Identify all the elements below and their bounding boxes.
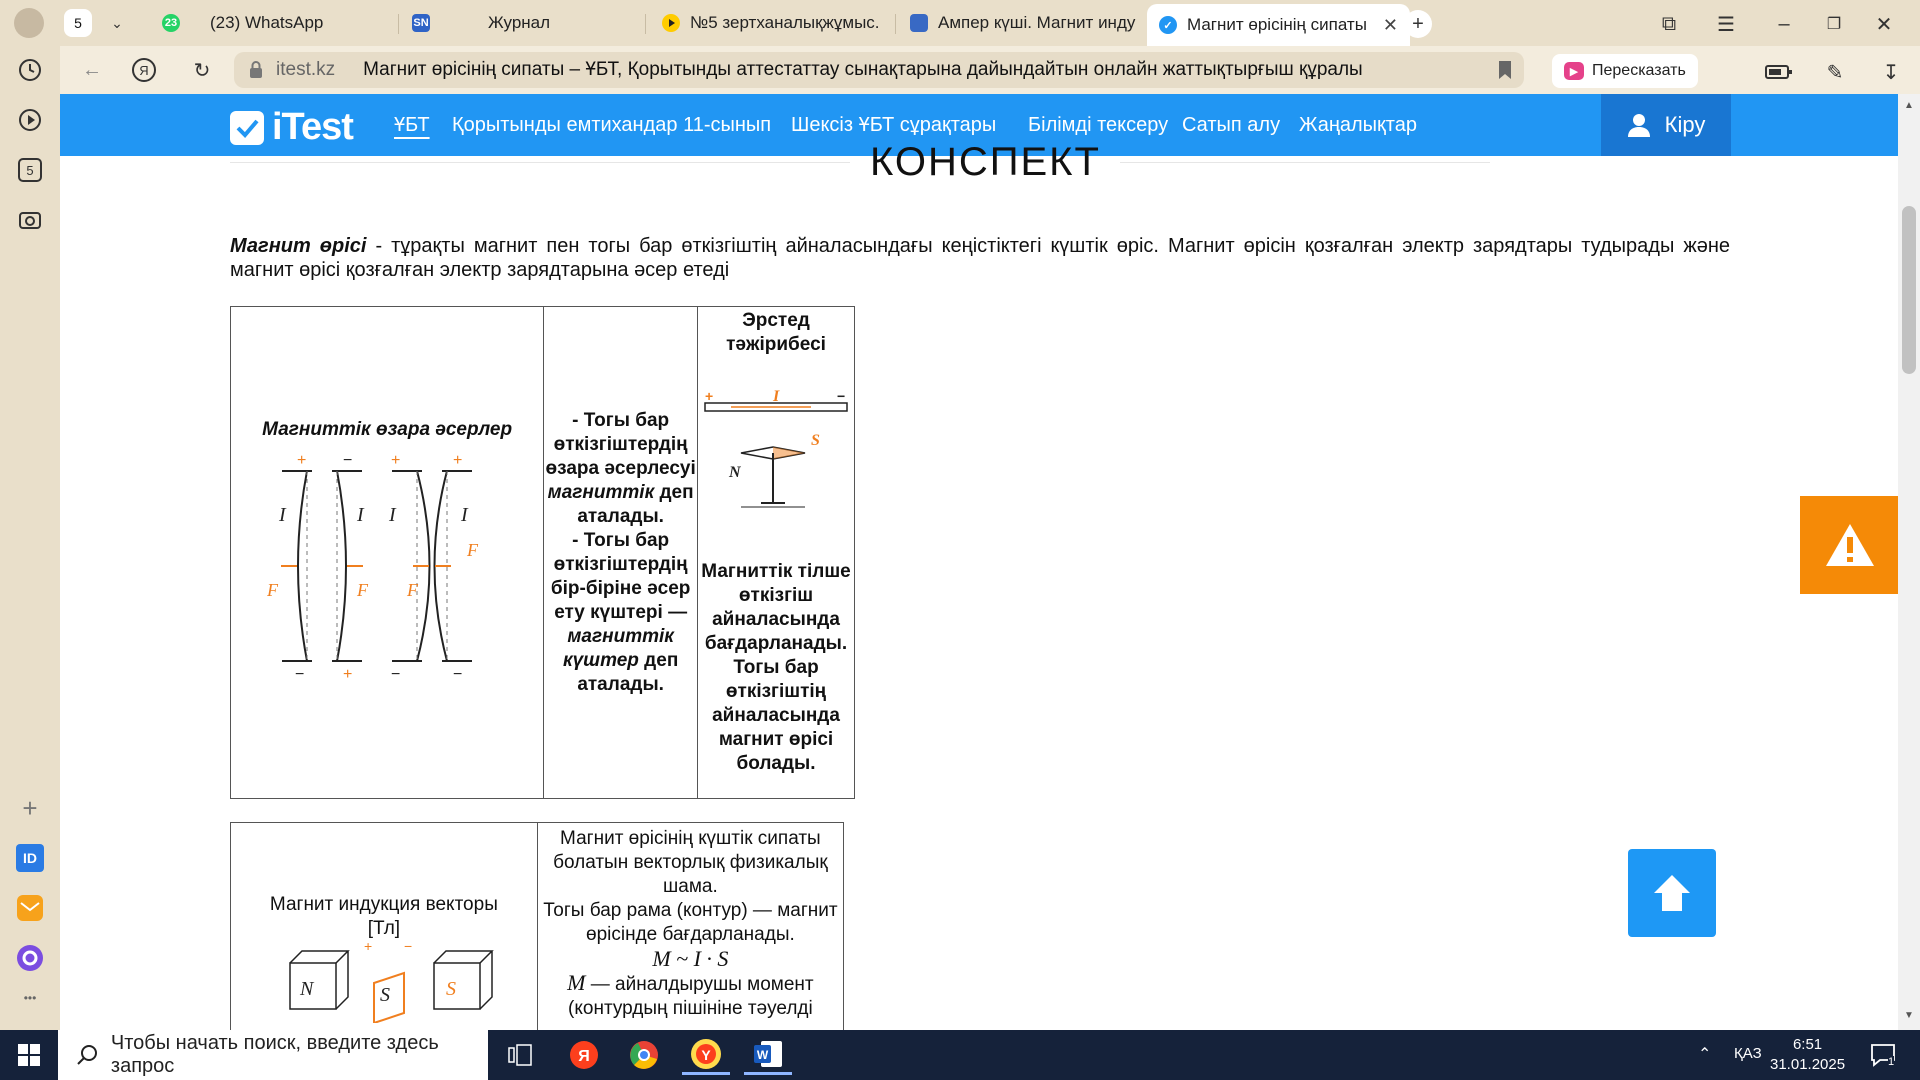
plus-sign: + [297,452,307,469]
force-label: F [467,540,479,560]
magnet-frame-diagram [254,943,514,1023]
heading-rule-left [230,162,850,163]
plus-sign: + [343,666,353,681]
frame-orientation-text: Тогы бар рама (контур) — магнит өрісінде бағдарланады. [543,900,838,945]
tab-ampere-force[interactable] [898,6,1143,40]
minus-sign: − [837,388,846,404]
history-icon[interactable] [14,54,46,86]
frame-label: S [379,984,390,1006]
retell-icon: ▶ [1564,62,1584,80]
intro-term: Магнит өрісі [230,235,367,257]
download-icon[interactable]: ↧ [1882,61,1900,84]
retell-button[interactable] [1552,54,1698,88]
mail-icon[interactable] [14,892,46,924]
tab-count-side-icon[interactable]: 5 [14,154,46,186]
yandex-id-icon[interactable]: ID [14,842,46,874]
minus-sign: − [391,666,401,681]
profile-avatar[interactable] [14,8,44,38]
plus-sign: + [363,943,373,954]
notification-count: 1 [1888,1056,1895,1068]
force-label: F [357,580,369,600]
definition-text: деп аталады. [577,649,679,695]
tab-label: Ампер күші. Магнит инду [938,13,1136,32]
menu-icon[interactable]: ☰ [1717,13,1735,36]
intro-text: - тұрақты магнит пен тогы бар өткізгіштің айналасындағы кеңістіктегі күштік өріс. Магнит өрісін қозғалған электр зарядтары тудырады және магнит өрісі қозғалған электр зарядтарына әсер етеді [230,235,1730,281]
minus-sign: − [295,666,305,681]
page-heading: КОНСПЕКТ [870,140,1101,184]
current-label: I [773,388,780,405]
browser-side-rail [0,46,60,1030]
nav-final-exams[interactable]: Қорытынды емтихандар 11-сынып [452,114,772,136]
collections-icon[interactable]: ⧉ [1661,12,1677,35]
oersted-title: Эрстед тәжірибесі [726,310,826,355]
journal-icon: SN [412,14,430,32]
oersted-cell [698,307,855,799]
taskbar-search-box[interactable] [58,1030,488,1080]
tab-journal[interactable] [400,6,640,40]
keyboard-language[interactable]: ҚАЗ [1734,1045,1762,1062]
taskbar-clock[interactable] [1770,1035,1845,1075]
current-label: I [279,504,286,526]
svg-text:Y: Y [701,1046,711,1063]
clock-time: 6:51 [1792,1036,1823,1053]
nav-knowledge-check[interactable]: Білімді тексеру [1028,114,1169,136]
torque-symbol: M [567,970,586,995]
definition-term: магниттік [547,481,655,503]
itest-shield-icon: ✓ [1159,16,1177,34]
tab-label: (23) WhatsApp [210,13,324,32]
definition-text: - Тогы бар өткізгіштердің бір-біріне әсер ету күштері — [550,529,691,623]
close-tab-icon[interactable]: ✕ [1382,14,1398,35]
definition-text: - Тогы бар өткізгіштердің өзара әсерлесуі [545,409,696,479]
tab-counter-button[interactable]: 5 [64,9,92,37]
heading-rule-right [1120,162,1490,163]
login-button[interactable] [1601,94,1731,156]
task-view-icon[interactable] [496,1035,544,1075]
windows-start-icon[interactable] [18,1044,40,1066]
yandex-app-icon[interactable] [560,1035,608,1075]
south-pole-label: S [445,978,456,1000]
url-host: itest.kz [276,59,336,80]
svg-text:W: W [756,1047,769,1062]
current-label: I [461,504,468,526]
bookmark-icon[interactable] [1498,60,1512,80]
south-label: S [811,432,820,449]
torque-text [538,971,843,997]
address-bar[interactable] [234,52,1524,88]
induction-definition: Магнит өрісінің күштік сипаты болатын векторлық физикалық шама. [553,828,828,897]
oersted-experiment-diagram [701,387,851,517]
arrow-up-icon [1650,871,1694,915]
definition-term: магниттік күштер [562,625,674,671]
scroll-up-arrow-icon[interactable]: ▲ [1904,100,1914,111]
interaction-definition-cell [544,307,698,799]
intro-paragraph [230,234,1730,282]
current-label: I [357,504,364,526]
youtube-play-icon [662,14,680,32]
report-error-button[interactable] [1800,496,1900,594]
new-tab-button[interactable]: + [1404,10,1432,38]
extensions-icon[interactable]: ✎ [1826,61,1844,84]
nav-purchase[interactable]: Сатып алу [1182,114,1281,136]
notification-center-icon[interactable] [1870,1042,1898,1068]
definition-text: деп аталады. [577,481,694,527]
more-icon[interactable]: ••• [23,991,37,1005]
windows-taskbar [0,1030,1920,1080]
force-label: F [407,580,419,600]
svg-text:Я: Я [578,1048,590,1065]
yandex-home-icon[interactable] [130,56,158,84]
lock-icon[interactable] [244,58,268,82]
login-label: Кіру [1664,112,1706,137]
clock-date: 31.01.2025 [1770,1056,1846,1073]
scroll-to-top-button[interactable] [1628,849,1716,937]
user-icon [1627,113,1651,137]
plus-sign: + [453,452,463,469]
close-window-icon[interactable]: ✕ [1875,13,1893,36]
browser-tab-bar [0,0,1920,46]
itest-logo[interactable] [230,106,353,149]
nav-news[interactable]: Жаңалықтар [1299,114,1417,136]
tab-whatsapp[interactable] [150,6,390,40]
whatsapp-icon: 23 [162,14,180,32]
conductors-interaction-diagram [267,451,507,681]
add-panel-icon[interactable]: + [22,792,38,823]
screenshot-icon[interactable] [14,204,46,236]
interaction-title: Магниттік өзара әсерлер [262,419,513,440]
alice-assistant-icon[interactable] [14,942,46,974]
yandex-browser-icon[interactable] [682,1035,730,1075]
induction-unit: [Тл] [367,918,401,939]
warning-icon [1824,522,1876,568]
back-icon[interactable]: ← [82,58,102,81]
retell-label: Пересказать [1592,62,1686,79]
plus-sign: + [391,452,401,469]
tray-expand-icon[interactable]: ⌃ [1698,1046,1712,1063]
force-label: F [267,580,279,600]
minimize-icon[interactable]: – [1778,12,1790,35]
scroll-down-arrow-icon[interactable]: ▼ [1904,1010,1914,1021]
minus-sign: − [453,666,463,681]
tab-label: №5 зертханалықжұмыс. [690,13,880,32]
url-page-title: Магнит өрісінің сипаты – ҰБТ, Қорытынды аттестаттау сынақтарына дайындайтын онлайн жаттықтырғыш құралы [363,59,1363,80]
minus-sign: − [403,943,413,954]
current-label: I [389,504,396,526]
tab-lab-work[interactable] [650,6,890,40]
word-icon[interactable] [744,1035,792,1075]
battery-icon[interactable] [1764,58,1794,86]
scrollbar-thumb[interactable] [1902,206,1916,374]
interaction-cell [231,307,544,799]
north-label: N [729,464,741,481]
book-icon [910,14,928,32]
nav-ubt[interactable]: ҰБТ [394,114,430,136]
minus-sign: − [343,452,353,469]
oersted-text: Магниттік тілше өткізгіш айналасында бағдарланады. Тогы бар өткізгіштің айналасында магнит өрісі болады. [701,561,851,774]
tab-label: Магнит өрісінің сипаты [1187,15,1367,34]
plus-sign: + [705,388,714,404]
magnetic-interaction-table [230,306,855,799]
torque-definition: — айналдырушы момент [585,974,814,995]
tabs-dropdown-icon[interactable]: ⌄ [111,14,123,31]
svg-text:Я: Я [139,63,149,78]
nav-unlimited-questions[interactable]: Шексіз ҰБТ сұрақтары [791,114,997,136]
logo-text: iTest [272,106,353,148]
tab-magnetic-field[interactable] [1147,4,1410,46]
maximize-icon[interactable]: ❐ [1826,16,1842,33]
search-placeholder: Чтобы начать поиск, введите здесь запрос [110,1032,439,1077]
tab-label: Журнал [488,13,551,32]
torque-formula: M ~ I · S [652,946,729,971]
chrome-icon[interactable] [620,1035,668,1075]
induction-title: Магнит индукция векторы [269,894,498,915]
search-icon [76,1044,97,1066]
page-scrollbar[interactable] [1898,94,1920,1030]
reload-icon[interactable]: ↻ [193,59,211,82]
torque-dependency: (контурдың пішініне тәуелді [568,998,813,1019]
video-play-icon[interactable] [14,104,46,136]
checkmark-icon [230,111,264,145]
north-pole-label: N [299,978,314,1000]
